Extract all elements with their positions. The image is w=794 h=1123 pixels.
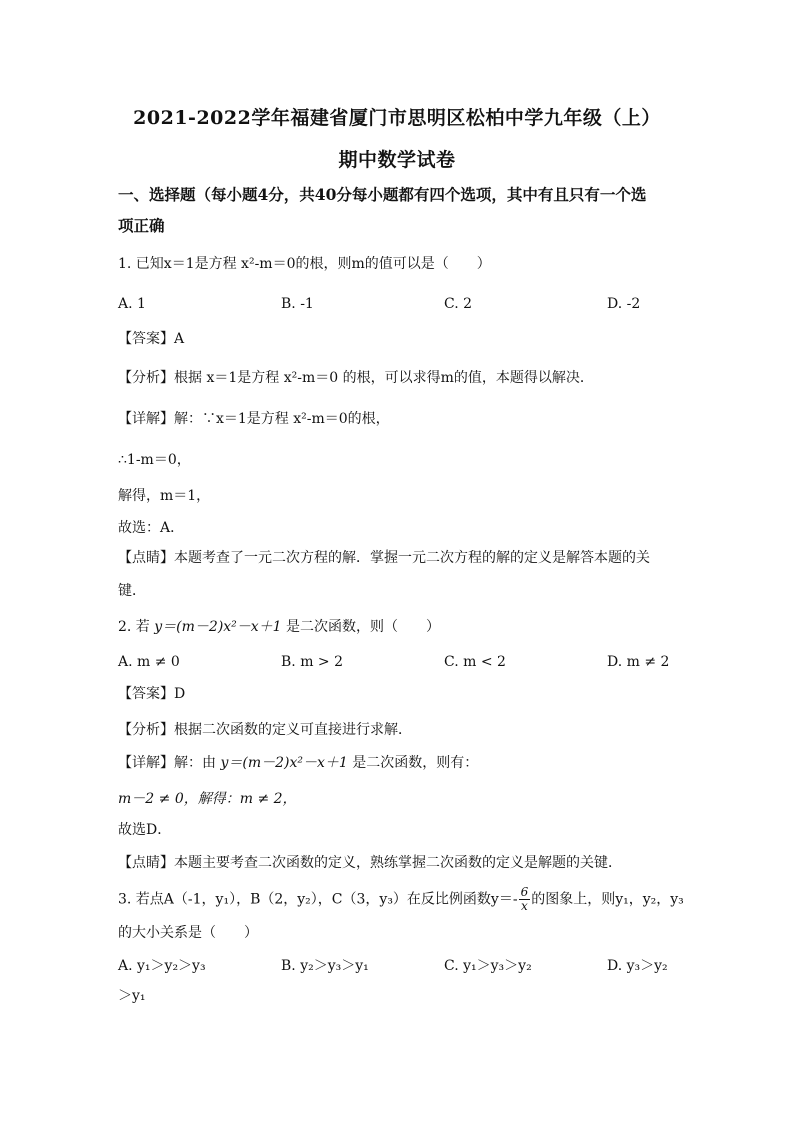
q1-comment-cont: 键．	[118, 583, 146, 599]
q3-option-b: B. y₂＞y₃＞y₁	[281, 958, 369, 974]
q2-step2: 故选D．	[118, 822, 172, 838]
q3-stem	[118, 886, 684, 913]
q2-option-b: B. m > 2	[281, 654, 344, 670]
q2-stem-formula: y＝(m－2)x²－x＋1	[154, 619, 282, 635]
q3-fraction	[519, 886, 531, 913]
q3-option-d: D. y₃＞y₂	[607, 958, 668, 974]
q1-comment: 【点睛】本题考查了一元二次方程的解．掌握一元二次方程的解的定义是解答本题的关	[118, 550, 650, 566]
q1-step1: ∴1-m＝0，	[118, 452, 191, 468]
q1-option-c: C. 2	[444, 296, 473, 312]
q2-step1	[118, 789, 297, 809]
q2-stem	[118, 617, 440, 637]
q3-stem-suffix: 的图象上，则y₁，y₂，y₃	[531, 891, 684, 908]
section1-heading-cont: 项正确	[118, 216, 165, 235]
q1-step3: 故选：A．	[118, 520, 185, 536]
q2-detail-prefix: 【详解】解：由	[118, 755, 216, 771]
section1-heading: 一、选择题（每小题4分，共40分每小题都有四个选项，其中有且只有一个选	[118, 185, 647, 204]
q3-stem-prefix: 3. 若点A（-1，y₁），B（2，y₂），C（3，y₃）在反比例函数y＝-	[118, 891, 518, 908]
q2-answer: 【答案】D	[118, 686, 186, 702]
q2-analysis: 【分析】根据二次函数的定义可直接进行求解．	[118, 722, 412, 738]
q3-option-a: A. y₁＞y₂＞y₃	[118, 958, 206, 974]
q2-option-a: A. m ≠ 0	[118, 654, 180, 670]
q1-answer: 【答案】A	[118, 331, 185, 347]
q1-stem: 1. 已知x＝1是方程 x²-m＝0的根，则m的值可以是（ ）	[118, 256, 491, 272]
q2-detail-suffix: 是二次函数，则有：	[352, 755, 479, 771]
q3-option-d-cont: ＞y₁	[118, 988, 146, 1004]
q3-option-c: C. y₁＞y₃＞y₂	[444, 958, 532, 974]
q2-comment: 【点睛】本题主要考查二次函数的定义，熟练掌握二次函数的定义是解题的关键．	[118, 855, 622, 871]
q1-option-b: B. -1	[281, 296, 314, 312]
doc-title-line2: 期中数学试卷	[338, 149, 456, 171]
q1-detail: 【详解】解：∵x＝1是方程 x²-m＝0的根，	[118, 411, 390, 427]
q2-detail-formula: y＝(m－2)x²－x＋1	[220, 755, 348, 771]
q2-option-c: C. m < 2	[444, 654, 506, 670]
doc-title-line1: 2021-2022学年福建省厦门市思明区松柏中学九年级（上）	[133, 107, 661, 129]
q2-step1-text: m－2 ≠ 0，解得：m ≠ 2，	[118, 791, 297, 807]
q2-stem-suffix: 是二次函数，则（ ）	[286, 619, 441, 635]
q1-option-a: A. 1	[118, 296, 146, 312]
q1-analysis: 【分析】根据 x＝1是方程 x²-m＝0 的根，可以求得m的值，本题得以解决．	[118, 370, 594, 386]
q3-fraction-denominator: x	[521, 899, 528, 913]
q2-stem-prefix: 2. 若	[118, 619, 150, 635]
q2-detail	[118, 753, 478, 773]
q1-option-d: D. -2	[607, 296, 641, 312]
q3-fraction-numerator: 6	[520, 885, 529, 899]
q3-stem-cont: 的大小关系是（ ）	[118, 925, 258, 941]
q1-step2: 解得，m＝1，	[118, 488, 211, 504]
q2-option-d: D. m ≠ 2	[607, 654, 670, 670]
